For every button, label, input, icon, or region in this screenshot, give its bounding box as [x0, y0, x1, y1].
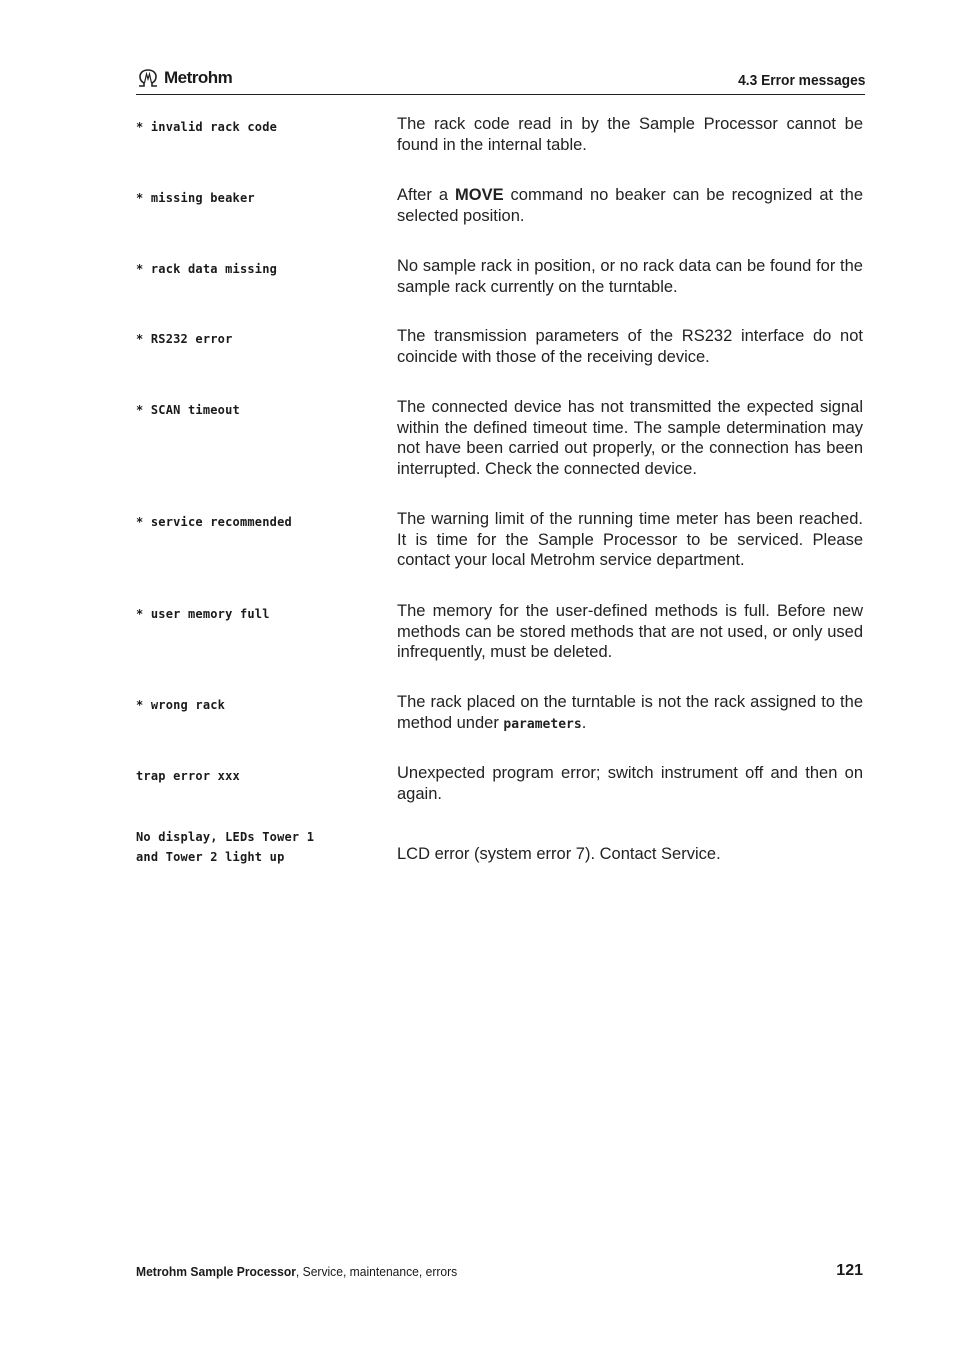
parameters-keyword: parameters — [503, 716, 582, 732]
error-description: The memory for the user-defined methods is full. Before new methods can be stored methods that are not used, or only used infrequently, must be deleted. — [397, 602, 863, 662]
error-code: * wrong rack — [136, 698, 226, 712]
page-header — [136, 66, 865, 95]
error-description: Unexpected program error; switch instrument off and then on again. — [397, 764, 863, 803]
error-description: LCD error (system error 7). Contact Service. — [397, 845, 721, 863]
error-description — [397, 185, 863, 226]
logo-text: Metrohm — [164, 68, 233, 87]
footer-title — [136, 1264, 457, 1279]
page-number: 121 — [836, 1262, 863, 1279]
error-description: No sample rack in position, or no rack data can be found for the sample rack currently on the turntable. — [397, 257, 863, 296]
error-description: The warning limit of the running time meter has been reached. It is time for the Sample Processor to be serviced. Please contact your local Metrohm service department. — [397, 510, 863, 570]
footer-title-bold: Metrohm Sample Processor — [136, 1264, 296, 1279]
omega-logo-icon — [136, 68, 160, 88]
error-code: No display, LEDs Tower 1 and Tower 2 light up — [136, 830, 315, 864]
description-text: After a — [397, 186, 455, 204]
error-code: trap error xxx — [136, 769, 240, 783]
error-code: * SCAN timeout — [136, 403, 240, 417]
error-description: The connected device has not transmitted the expected signal within the defined timeout time. The sample determination may not have been carried out properly, or the connection has been interrupted. Check the connected device. — [397, 398, 863, 478]
error-code: * service recommended — [136, 515, 292, 529]
error-description: The transmission parameters of the RS232 interface do not coincide with those of the receiving device. — [397, 327, 863, 366]
section-title: 4.3 Error messages — [737, 72, 865, 89]
footer-title-rest: , Service, maintenance, errors — [295, 1264, 458, 1279]
error-code: * missing beaker — [136, 191, 255, 205]
move-command-keyword: MOVE — [454, 186, 504, 204]
error-code: * RS232 error — [136, 332, 233, 346]
description-text: . — [581, 713, 587, 732]
description-text: The rack placed on the turntable is not the rack assigned to the method under — [397, 693, 863, 732]
description-text: command no beaker can be recognized at the selected position. — [397, 186, 863, 225]
metrohm-logo — [136, 66, 232, 90]
error-description — [397, 692, 863, 735]
error-description: The rack code read in by the Sample Processor cannot be found in the internal table. — [397, 115, 863, 154]
error-code: * user memory full — [136, 607, 270, 621]
error-code: * invalid rack code — [136, 120, 278, 134]
error-code: * rack data missing — [136, 262, 278, 276]
